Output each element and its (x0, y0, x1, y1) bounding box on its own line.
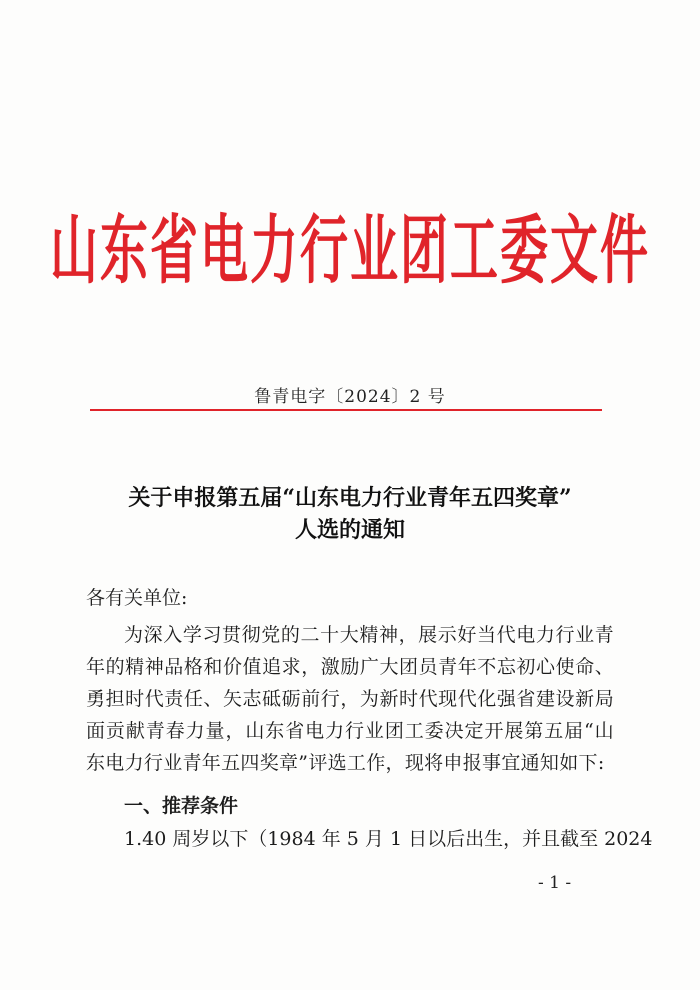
red-divider-line (90, 409, 602, 411)
document-title-line-1: 关于申报第五届“山东电力行业青年五四奖章” (128, 485, 572, 511)
document-title (0, 482, 700, 546)
issuer-header-title (0, 196, 700, 306)
page-number: - 1 - (538, 873, 572, 893)
salutation: 各有关单位: (86, 587, 188, 609)
condition-item-1: 1.40 周岁以下（1984 年 5 月 1 日以后出生，并且截至 2024 (124, 828, 653, 850)
section-heading-recommendation-conditions: 一、推荐条件 (124, 795, 239, 817)
document-number: 鲁青电字〔2024〕2 号 (254, 387, 446, 407)
document-title-line-2: 人选的通知 (294, 517, 405, 543)
issuer-header-text: 山东省电力行业团工委文件 (49, 207, 650, 295)
intro-paragraph: 为深入学习贯彻党的二十大精神，展示好当代电力行业青年的精神品格和价值追求，激励广大团员青年不忘初心使命、勇担时代责任、矢志砥砺前行，为新时代现代化强省建设新局面贡献青春力量，山东省电力行业团工委决定开展第五届“山东电力行业青年五四奖章”评选工作，现将申报事宜通知如下: (86, 624, 614, 774)
